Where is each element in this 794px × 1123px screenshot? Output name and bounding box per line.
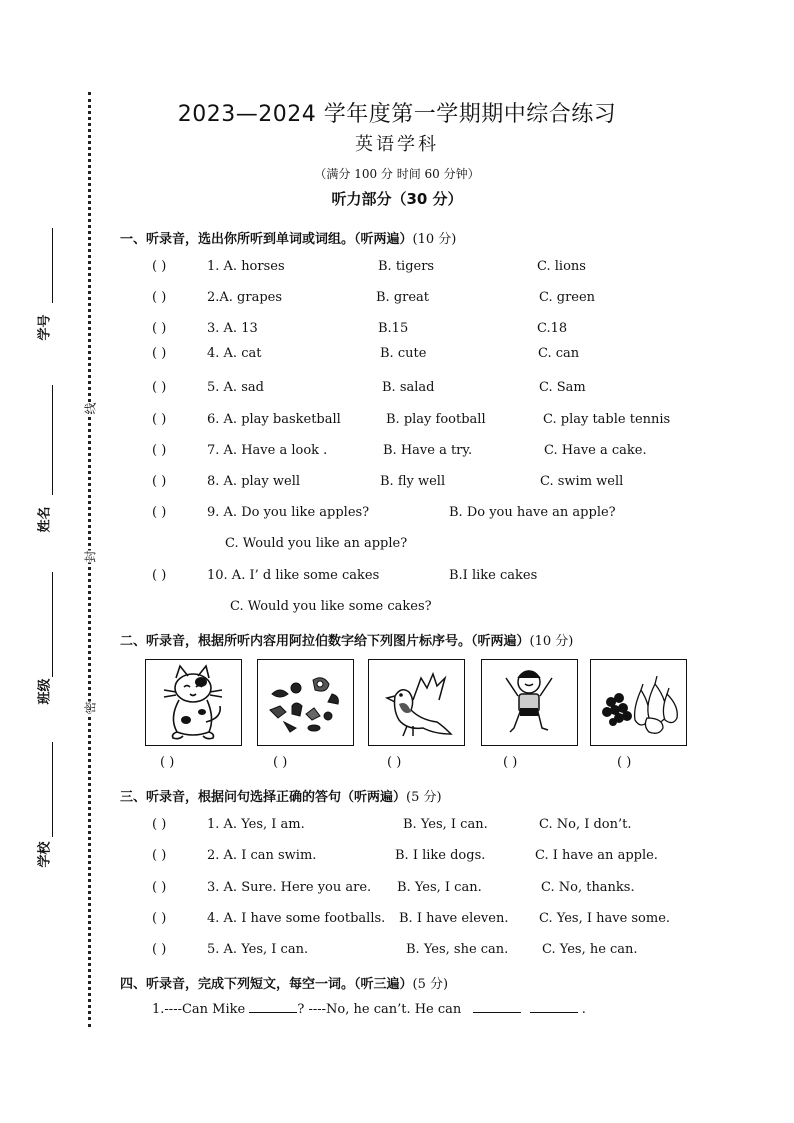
picture-bird (368, 659, 465, 746)
s1-q3-option-b: B.15 (378, 321, 409, 336)
section1-heading: 一、听录音，选出你所听到单词或词组。（听两遍）(10 分) (120, 232, 457, 247)
s4-q1-blank-1[interactable] (249, 1012, 297, 1013)
section3-heading: 三、听录音，根据问句选择正确的答句（听两遍）(5 分) (120, 790, 442, 805)
s1-q6-option-a: 6. A. play basketball (207, 412, 341, 427)
s1-q7-answer-box[interactable]: ( ) (152, 443, 167, 458)
s1-q10-option-a: 10. A. I’ d like some cakes (207, 568, 380, 583)
s3-q3-option-c: C. No, thanks. (541, 880, 635, 895)
section4-heading: 四、听录音，完成下列短文，每空一词。（听三遍）(5 分) (120, 977, 449, 992)
s1-q8-option-c: C. swim well (540, 474, 624, 489)
s3-q3-option-a: 3. A. Sure. Here you are. (207, 880, 372, 895)
s1-q10-option-c: C. Would you like some cakes? (230, 599, 432, 614)
s1-q2-option-c: C. green (539, 290, 596, 305)
s1-q8-answer-box[interactable]: ( ) (152, 474, 167, 489)
name-label: 姓名 (37, 506, 53, 533)
fruit-icon (591, 660, 686, 745)
s1-q2-option-b: B. great (376, 290, 430, 305)
s1-q5-option-a: 5. A. sad (207, 380, 264, 395)
picture-4-answer[interactable]: ( ) (503, 755, 518, 770)
s3-q5-answer-box[interactable]: ( ) (152, 942, 167, 957)
s1-q10-option-b: B.I like cakes (449, 568, 538, 583)
picture-3-answer[interactable]: ( ) (387, 755, 402, 770)
s4-q1-line (152, 1001, 586, 1019)
s1-q10-answer-box[interactable]: ( ) (152, 568, 167, 583)
s1-q6-option-b: B. play football (386, 412, 486, 427)
s3-q5-option-a: 5. A. Yes, I can. (207, 942, 309, 957)
s3-q5-option-b: B. Yes, she can. (406, 942, 509, 957)
class-line (52, 572, 53, 677)
name-line (52, 385, 53, 495)
s1-q7-option-a: 7. A. Have a look . (207, 443, 328, 458)
s3-q2-option-b: B. I like dogs. (395, 848, 486, 863)
class-label: 班级 (37, 678, 53, 705)
student-number-line (52, 228, 53, 303)
s1-q9-option-c: C. Would you like an apple? (225, 536, 408, 551)
s1-q4-option-a: 4. A. cat (207, 346, 262, 361)
s3-q2-answer-box[interactable]: ( ) (152, 848, 167, 863)
s1-q7-option-b: B. Have a try. (383, 443, 473, 458)
s3-q2-option-a: 2. A. I can swim. (207, 848, 317, 863)
s3-q4-option-b: B. I have eleven. (399, 911, 509, 926)
s3-q3-option-b: B. Yes, I can. (397, 880, 482, 895)
s3-q5-option-c: C. Yes, he can. (542, 942, 638, 957)
s4-q1-blank-2[interactable] (473, 1012, 521, 1013)
exam-info: （满分 100 分 时间 60 分钟） (314, 167, 480, 181)
s3-q1-answer-box[interactable]: ( ) (152, 817, 167, 832)
boy-icon (482, 660, 577, 745)
s3-q1-option-c: C. No, I don’t. (539, 817, 632, 832)
exam-subject: 英语学科 (355, 134, 439, 155)
s1-q4-answer-box[interactable]: ( ) (152, 346, 167, 361)
picture-5-answer[interactable]: ( ) (617, 755, 632, 770)
s3-q3-answer-box[interactable]: ( ) (152, 880, 167, 895)
picture-boy (481, 659, 578, 746)
s1-q6-answer-box[interactable]: ( ) (152, 412, 167, 427)
s1-q2-answer-box[interactable]: ( ) (152, 290, 167, 305)
s1-q5-option-c: C. Sam (539, 380, 586, 395)
part-title: 听力部分（30 分） (331, 190, 463, 208)
s1-q2-option-a: 2.A. grapes (207, 290, 283, 305)
s1-q9-answer-box[interactable]: ( ) (152, 505, 167, 520)
s3-q4-answer-box[interactable]: ( ) (152, 911, 167, 926)
s1-q6-option-c: C. play table tennis (543, 412, 671, 427)
s1-q1-answer-box[interactable]: ( ) (152, 259, 167, 274)
picture-1-answer[interactable]: ( ) (160, 755, 175, 770)
s1-q3-option-c: C.18 (537, 321, 568, 336)
s1-q8-option-b: B. fly well (380, 474, 446, 489)
s3-q2-option-c: C. I have an apple. (535, 848, 658, 863)
picture-cat (145, 659, 242, 746)
s3-q4-option-c: C. Yes, I have some. (539, 911, 671, 926)
s1-q8-option-a: 8. A. play well (207, 474, 301, 489)
s1-q9-option-a: 9. A. Do you like apples? (207, 505, 370, 520)
s1-q5-option-b: B. salad (382, 380, 435, 395)
s1-q3-option-a: 3. A. 13 (207, 321, 258, 336)
s1-q9-option-b: B. Do you have an apple? (449, 505, 616, 520)
seal-char-seal: 封 (80, 550, 101, 562)
seal-char-line: 线 (80, 402, 101, 414)
exam-title: 2023—2024 学年度第一学期期中综合练习 (177, 102, 617, 127)
school-label: 学校 (37, 841, 53, 868)
section2-heading: 二、听录音，根据所听内容用阿拉伯数字给下列图片标序号。（听两遍）(10 分) (120, 634, 574, 649)
s1-q1-option-c: C. lions (537, 259, 586, 274)
picture-food (257, 659, 354, 746)
school-line (52, 742, 53, 837)
food-icon (258, 660, 353, 745)
s1-q4-option-b: B. cute (380, 346, 427, 361)
s1-q1-option-b: B. tigers (378, 259, 435, 274)
s3-q4-option-a: 4. A. I have some footballs. (207, 911, 386, 926)
bird-icon (369, 660, 464, 745)
s1-q5-answer-box[interactable]: ( ) (152, 380, 167, 395)
s3-q1-option-a: 1. A. Yes, I am. (207, 817, 305, 832)
s4-q1-text-mid: ? ----No, he can’t. He can (297, 1002, 462, 1017)
s4-q1-text-end: . (581, 1002, 586, 1017)
picture-2-answer[interactable]: ( ) (273, 755, 288, 770)
cat-icon (146, 660, 241, 745)
picture-fruit (590, 659, 687, 746)
s1-q7-option-c: C. Have a cake. (544, 443, 647, 458)
seal-char-secret: 密 (80, 701, 101, 713)
s1-q3-answer-box[interactable]: ( ) (152, 321, 167, 336)
student-number-label: 学号 (37, 314, 53, 341)
s4-q1-blank-3[interactable] (530, 1012, 578, 1013)
s1-q1-option-a: 1. A. horses (207, 259, 285, 274)
s1-q4-option-c: C. can (538, 346, 580, 361)
s3-q1-option-b: B. Yes, I can. (403, 817, 488, 832)
s4-q1-text-start: 1.----Can Mike (152, 1002, 246, 1017)
